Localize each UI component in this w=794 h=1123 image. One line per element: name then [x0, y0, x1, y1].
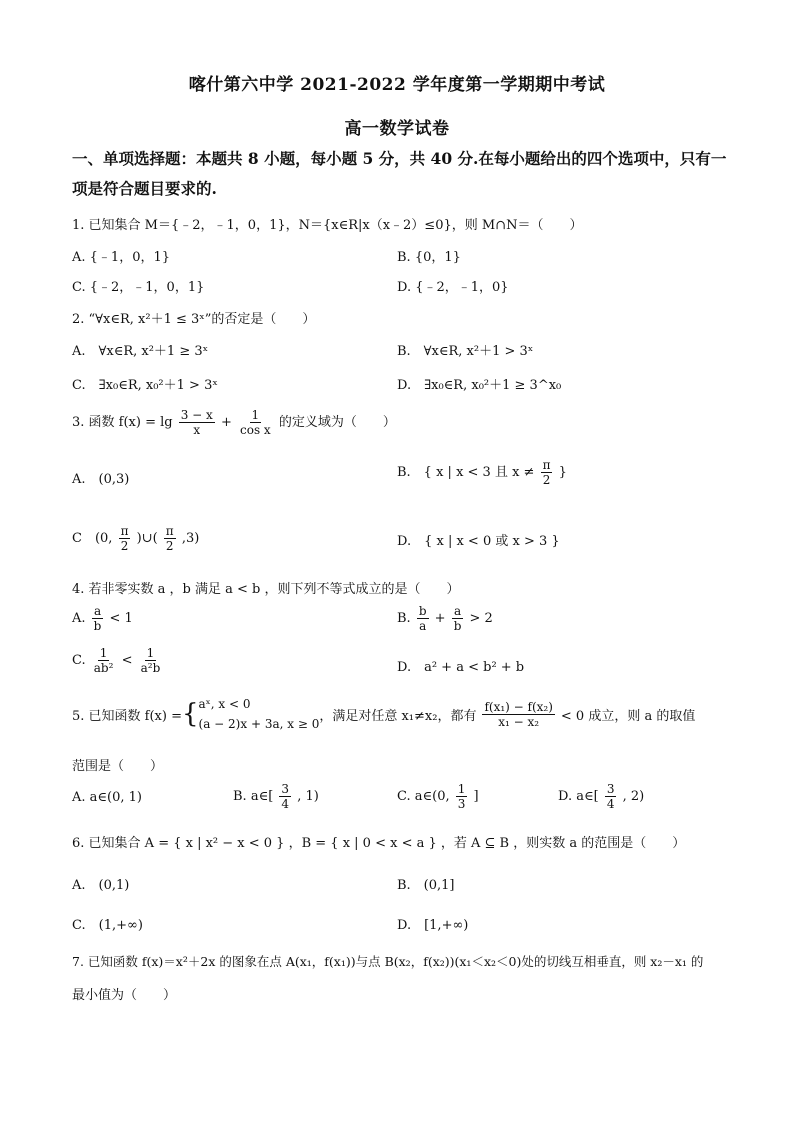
- option-label: B.: [397, 611, 411, 626]
- question-5-option-a: A. a∈(0, 1): [72, 790, 142, 805]
- b-over-a-fraction: [417, 604, 429, 633]
- fraction-denominator: cos x: [240, 423, 271, 437]
- question-5-option-d: [558, 782, 644, 811]
- fraction-denominator: x: [193, 423, 201, 437]
- one-third-fraction: [456, 782, 468, 811]
- question-1-option-a: A. {﹣1，0，1}: [72, 250, 171, 265]
- question-4-option-b: [397, 604, 493, 633]
- piecewise-cases: [199, 694, 320, 734]
- question-4-option-c: [72, 646, 164, 675]
- question-3-option-b: [397, 458, 567, 487]
- less-than-sign: <: [121, 653, 133, 668]
- fraction-numerator: 1: [146, 646, 155, 660]
- question-5-option-b: [233, 782, 319, 811]
- question-4-option-d: D. a² + a < b² + b: [397, 660, 525, 675]
- fraction-denominator: 4: [606, 797, 615, 811]
- question-3-prefix: 3. 函数 f(x) = lg: [72, 415, 173, 430]
- question-3-option-a: A. (0,3): [72, 472, 130, 487]
- option-c-end: ,3): [181, 531, 200, 546]
- question-2-option-b: B. ∀x∈R, x²＋1 > 3ˣ: [397, 344, 534, 359]
- fraction-denominator: 2: [165, 539, 174, 553]
- one-over-ab2-fraction: [92, 646, 116, 675]
- fraction-numerator: 3: [606, 782, 615, 796]
- question-2-option-d: D. ∃x₀∈R, x₀²＋1 ≥ 3^x₀: [397, 378, 562, 393]
- difference-quotient-fraction: [482, 700, 554, 729]
- option-b-end: , 1): [297, 789, 319, 804]
- option-c-start: C (0,: [72, 531, 113, 546]
- fraction-denominator: 3: [457, 797, 466, 811]
- question-1-option-c: C. {﹣2，﹣1，0，1}: [72, 280, 205, 295]
- fraction-denominator: 2: [542, 473, 551, 487]
- question-6-option-c: C. (1,+∞): [72, 918, 143, 933]
- plus-sign: +: [220, 415, 232, 430]
- pi-over-2-fraction: [541, 458, 553, 487]
- left-brace-icon: {: [181, 699, 199, 729]
- question-1-option-d: D. {﹣2，﹣1，0}: [397, 280, 509, 295]
- question-6-option-a: A. (0,1): [72, 878, 130, 893]
- three-quarters-fraction: [279, 782, 291, 811]
- fraction-denominator: 4: [281, 797, 290, 811]
- option-c-start: C. a∈(0,: [397, 789, 450, 804]
- fraction-numerator: a: [93, 604, 102, 618]
- fraction-denominator: ab²: [93, 661, 114, 675]
- exam-subtitle: 高一数学试卷: [344, 119, 450, 139]
- question-7-continuation: 最小值为（ ）: [72, 988, 177, 1003]
- question-3-option-d: D. { x | x < 0 或 x > 3 }: [397, 534, 560, 549]
- one-over-a2b-fraction: [139, 646, 163, 675]
- question-6-option-d: D. [1,+∞): [397, 918, 469, 933]
- fraction-numerator: f(x₁) − f(x₂): [484, 699, 553, 714]
- fraction-denominator: b: [453, 619, 462, 633]
- question-5-middle: ，满足对任意 x₁≠x₂，都有: [319, 708, 477, 724]
- pi-over-2-fraction: [164, 524, 176, 553]
- question-2-stem: 2. “∀x∈R, x²＋1 ≤ 3ˣ”的否定是（ ）: [72, 312, 316, 327]
- option-rest: < 1: [109, 611, 133, 626]
- fraction-numerator: π: [165, 524, 174, 538]
- question-3-stem: [72, 408, 396, 437]
- piecewise-case-2: (a − 2)x + 3a, x ≥ 0: [198, 717, 320, 731]
- question-3-option-c: [72, 524, 199, 553]
- question-4-stem: 4. 若非零实数 a ，b 满足 a < b ，则下列不等式成立的是（ ）: [72, 582, 460, 597]
- question-5-option-c: [397, 782, 479, 811]
- question-3-suffix: 的定义域为（ ）: [278, 415, 396, 430]
- a-over-b-fraction: [92, 604, 104, 633]
- exam-title: 喀什第六中学 2021-2022 学年度第一学期期中考试: [188, 75, 606, 95]
- fraction-numerator: 1: [457, 782, 466, 796]
- question-4-option-a: [72, 604, 133, 633]
- fraction-denominator: x₁ − x₂: [498, 714, 540, 729]
- piecewise-case-1: aˣ, x < 0: [198, 697, 251, 711]
- question-6-option-b: B. (0,1]: [397, 878, 455, 893]
- fraction-numerator: 1: [251, 408, 260, 422]
- question-1-stem: 1. 已知集合 M＝{﹣2，﹣1，0，1}，N＝{x∈R|x（x﹣2）≤0}，则 M∩N＝（ ）: [72, 218, 583, 233]
- question-5-stem: [72, 694, 695, 734]
- plus-sign: +: [434, 611, 446, 626]
- question-3-fraction-log: [179, 408, 215, 437]
- three-quarters-fraction: [605, 782, 617, 811]
- option-b-start: B. a∈[: [233, 789, 274, 804]
- fraction-numerator: b: [418, 604, 427, 618]
- option-b-text: B. { x | x < 3 且 x ≠: [397, 465, 535, 480]
- question-2-option-c: C. ∃x₀∈R, x₀²＋1 > 3ˣ: [72, 378, 218, 393]
- fraction-numerator: 3: [281, 782, 290, 796]
- option-label: A.: [72, 611, 86, 626]
- question-7-stem: 7. 已知函数 f(x)＝x²＋2x 的图象在点 A(x₁，f(x₁))与点 B(x₂，f(x₂))(x₁＜x₂＜0)处的切线互相垂直，则 x₂－x₁ 的: [72, 954, 704, 969]
- fraction-numerator: 1: [99, 646, 108, 660]
- option-c-end: ]: [473, 789, 479, 804]
- option-d-start: D. a∈[: [558, 789, 599, 804]
- option-d-end: , 2): [622, 789, 645, 804]
- fraction-denominator: 2: [120, 539, 129, 553]
- option-label: C.: [72, 653, 86, 668]
- fraction-numerator: 3 − x: [180, 408, 213, 422]
- fraction-numerator: π: [542, 458, 551, 472]
- fraction-denominator: a²b: [140, 661, 161, 675]
- option-b-close: }: [558, 465, 567, 480]
- question-5-continuation: 范围是（ ）: [72, 759, 164, 774]
- question-1-option-b: B. {0，1}: [397, 250, 461, 265]
- question-5-prefix: 5. 已知函数 f(x) =: [72, 708, 182, 724]
- fraction-numerator: π: [120, 524, 129, 538]
- a-over-b-fraction: [452, 604, 464, 633]
- option-rest: > 2: [469, 611, 493, 626]
- pi-over-2-fraction: [119, 524, 131, 553]
- question-6-stem: 6. 已知集合 A = { x | x² − x < 0 } ，B = { x | 0 < x < a } ，若 A ⊆ B ，则实数 a 的范围是（ ）: [72, 836, 686, 851]
- fraction-numerator: a: [453, 604, 462, 618]
- fraction-denominator: a: [419, 619, 427, 633]
- union-sign: )∪(: [136, 531, 158, 546]
- fraction-denominator: b: [93, 619, 102, 633]
- question-2-option-a: A. ∀x∈R, x²＋1 ≥ 3ˣ: [72, 344, 209, 359]
- question-5-suffix: < 0 成立，则 a 的取值: [560, 708, 696, 724]
- question-3-fraction-cos: [238, 408, 273, 437]
- section-heading: 一、单项选择题：本题共 8 小题，每小题 5 分，共 40 分.在每小题给出的四个选项中，只有一项是符合题目要求的.: [72, 149, 727, 198]
